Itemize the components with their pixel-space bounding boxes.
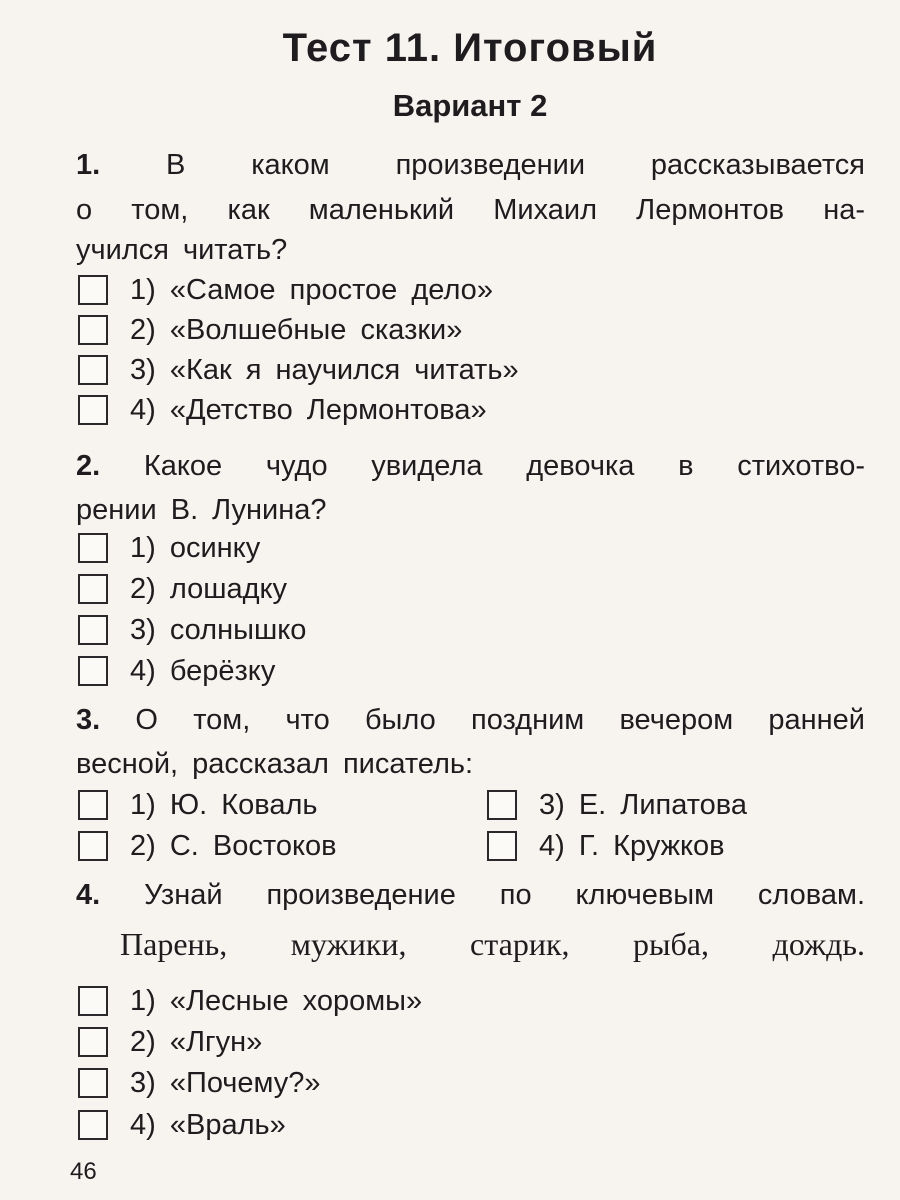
checkbox[interactable] (78, 355, 108, 385)
variant-title: Вариант 2 (392, 88, 548, 123)
q1-option-3[interactable]: 3) «Как я научился читать» (78, 353, 519, 387)
question-3-line-2: весной, рассказал писатель: (76, 748, 474, 780)
question-3-line-1: 3. О том, что было поздним вечером ранней (76, 704, 865, 736)
test-title: Тест 11. Итоговый (282, 26, 658, 70)
checkbox[interactable] (78, 656, 108, 686)
checkbox[interactable] (78, 615, 108, 645)
page-number: 46 (70, 1158, 97, 1185)
q4-option-2[interactable]: 2) «Лгун» (78, 1025, 262, 1059)
checkbox[interactable] (78, 790, 108, 820)
q3-option-1[interactable]: 1) Ю. Коваль (78, 788, 318, 822)
q1-option-1[interactable]: 1) «Самое простое дело» (78, 273, 493, 307)
question-1-line-3: учился читать? (76, 234, 288, 266)
checkbox[interactable] (78, 831, 108, 861)
checkbox[interactable] (487, 831, 517, 861)
question-2-line-2: рении В. Лунина? (76, 494, 327, 526)
q1-option-2[interactable]: 2) «Волшебные сказки» (78, 313, 462, 347)
q2-option-3[interactable]: 3) солнышко (78, 613, 306, 647)
checkbox[interactable] (78, 315, 108, 345)
question-4-line-1: 4. Узнай произведение по ключевым словам. (76, 879, 865, 911)
q3-option-4[interactable]: 4) Г. Кружков (487, 829, 725, 863)
q4-option-3[interactable]: 3) «Почему?» (78, 1066, 321, 1100)
checkbox[interactable] (78, 1110, 108, 1140)
q3-option-2[interactable]: 2) С. Востоков (78, 829, 337, 863)
q4-option-4[interactable]: 4) «Враль» (78, 1108, 286, 1142)
checkbox[interactable] (78, 1068, 108, 1098)
question-1-line-1: 1. В каком произведении рассказывается (76, 149, 865, 181)
q2-option-4[interactable]: 4) берёзку (78, 654, 275, 688)
q2-option-1[interactable]: 1) осинку (78, 531, 260, 565)
checkbox[interactable] (78, 986, 108, 1016)
q3-option-3[interactable]: 3) Е. Липатова (487, 788, 747, 822)
checkbox[interactable] (78, 395, 108, 425)
checkbox[interactable] (78, 574, 108, 604)
checkbox[interactable] (78, 533, 108, 563)
q2-option-2[interactable]: 2) лошадку (78, 572, 287, 606)
checkbox[interactable] (78, 1027, 108, 1057)
checkbox[interactable] (78, 275, 108, 305)
q4-option-1[interactable]: 1) «Лесные хоромы» (78, 984, 422, 1018)
q1-option-4[interactable]: 4) «Детство Лермонтова» (78, 393, 487, 427)
checkbox[interactable] (487, 790, 517, 820)
question-2-line-1: 2. Какое чудо увидела девочка в стихотво- (76, 450, 865, 482)
question-4-keywords: Парень, мужики, старик, рыба, дождь. (120, 926, 865, 962)
question-1-line-2: о том, как маленький Михаил Лермонтов на- (76, 194, 865, 226)
